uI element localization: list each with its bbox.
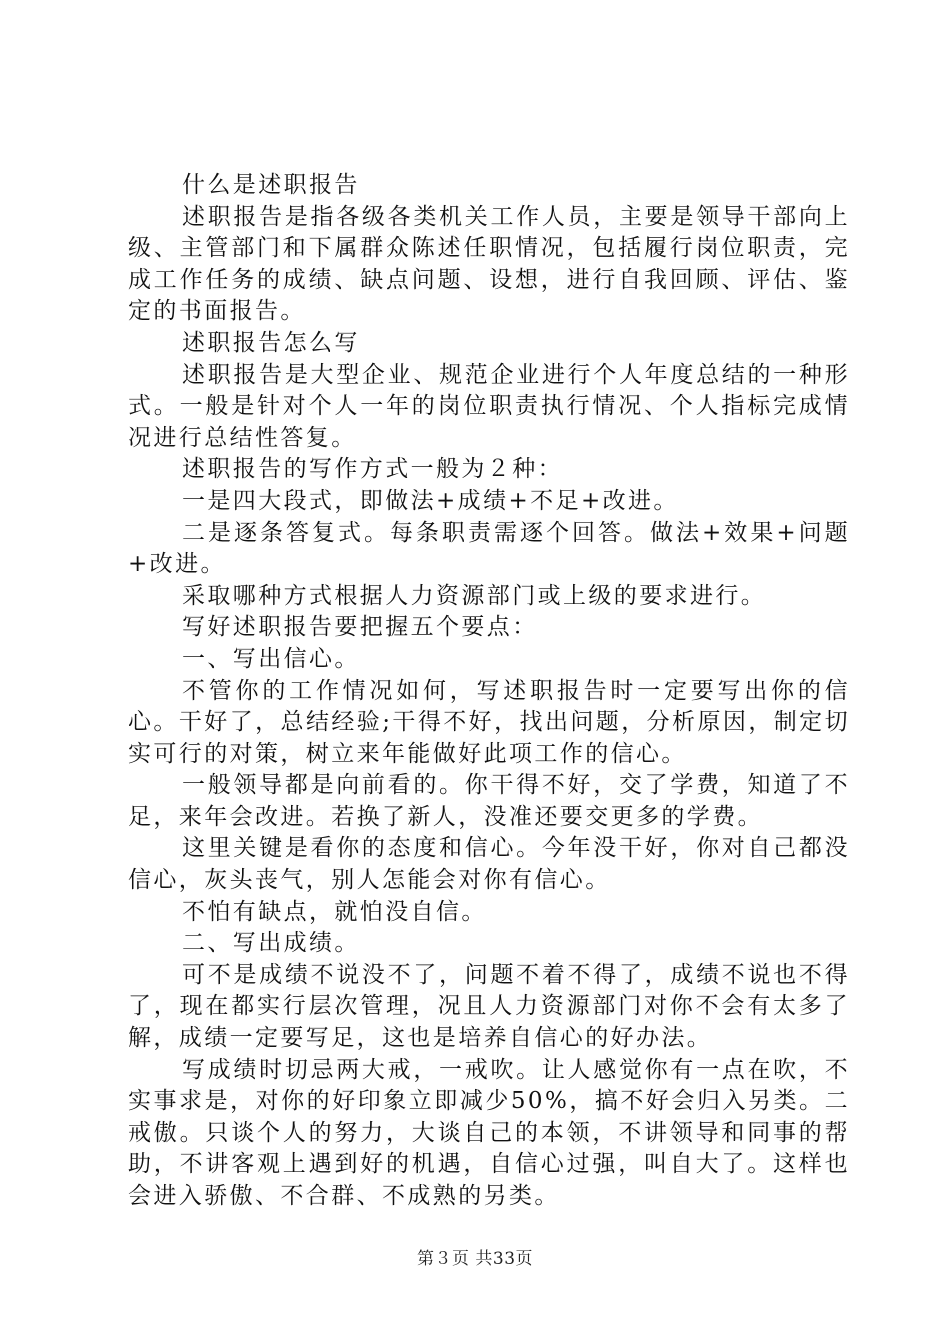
heading-point-confidence: 一、写出信心。 [182, 645, 360, 672]
heading-what-is-report: 什么是述职报告 [182, 172, 360, 198]
heading-point-achievements: 二、写出成绩。 [182, 930, 360, 957]
paragraph-no-fear: 不怕有缺点，就怕没自信。 [182, 898, 487, 925]
paragraph-definition: 述职报告是指各级各类机关工作人员，主要是领导干部向上级、主管部门和下属群众陈述任职情况，包括履行岗位职责，完成工作任务的成绩、缺点问题、设想，进行自我回顾、评估、鉴定的书面报告。 [128, 203, 850, 325]
paragraph-two-methods: 述职报告的写作方式一般为２种： [182, 456, 563, 483]
paragraph-achievements: 可不是成绩不说没不了，问题不着不得了，成绩不说也不得了，现在都实行层次管理，况且人力资源部门对你不会有太多了解，成绩一定要写足，这也是培养自信心的好办法。 [128, 961, 850, 1052]
paragraph-choose-method: 采取哪种方式根据人力资源部门或上级的要求进行。 [182, 582, 767, 609]
paragraph-five-points: 写好述职报告要把握五个要点： [182, 614, 538, 641]
paragraph-method-two: 二是逐条答复式。每条职责需逐个回答。做法+效果+问题+改进。 [128, 519, 850, 578]
document-body [128, 170, 850, 1213]
paragraph-form: 述职报告是大型企业、规范企业进行个人年度总结的一种形式。一般是针对个人一年的岗位职责执行情况、个人指标完成情况进行总结性答复。 [128, 361, 850, 451]
paragraph-confidence: 不管你的工作情况如何，写述职报告时一定要写出你的信心。干好了，总结经验;干得不好，找出问题，分析原因，制定切实可行的对策，树立来年能做好此项工作的信心。 [128, 677, 850, 767]
paragraph-method-one: 一是四大段式，即做法+成绩+不足+改进。 [182, 487, 679, 514]
paragraph-two-taboos: 写成绩时切忌两大戒，一戒吹。让人感觉你有一点在吹，不实事求是，对你的好印象立即减少50%，搞不好会归入另类。二戒傲。只谈个人的努力，大谈自己的本领，不讲领导和同事的帮助，不讲客观上遇到好的机遇，自信心过强，叫自大了。这样也会进入骄傲、不合群、不成熟的另类。 [128, 1056, 850, 1209]
page-footer: 第３页 共33页 [416, 1249, 534, 1269]
paragraph-attitude: 这里关键是看你的态度和信心。今年没干好，你对自己都没信心，灰头丧气，别人怎能会对你有信心。 [128, 835, 850, 894]
heading-how-to-write: 述职报告怎么写 [182, 329, 360, 356]
paragraph-leaders-forward: 一般领导都是向前看的。你干得不好，交了学费，知道了不足，来年会改进。若换了新人，没准还要交更多的学费。 [128, 772, 850, 830]
